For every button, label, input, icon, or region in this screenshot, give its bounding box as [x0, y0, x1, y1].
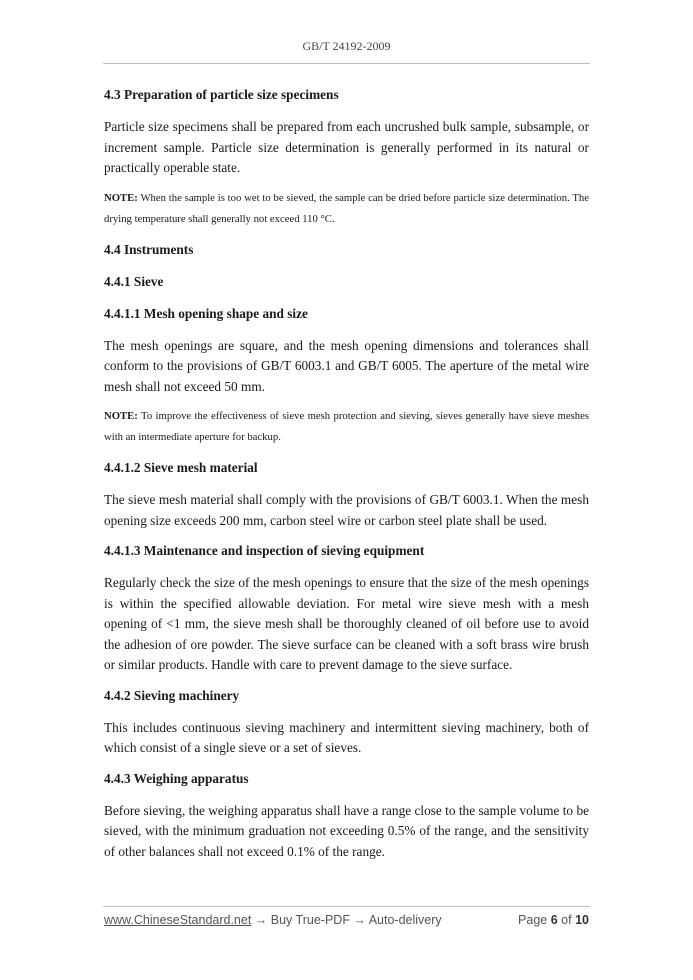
footer-links [104, 913, 442, 927]
section-4-3-heading: 4.3 Preparation of particle size specimens [104, 87, 339, 102]
arrow-icon: → [251, 913, 271, 927]
section-4-4-heading: 4.4 Instruments [104, 241, 194, 257]
page-indicator [518, 913, 589, 927]
footer-divider [103, 906, 590, 907]
section-4-4-1-3-heading: 4.4.1.3 Maintenance and inspection of sieving equipment [104, 543, 425, 558]
document-body [104, 85, 589, 862]
section-4-4-1-2-paragraph: The sieve mesh material shall comply with the provisions of GB/T 6003.1. When the mesh opening size exceeds 200 mm, carbon steel wire or carbon steel plate shall be used. [104, 492, 589, 528]
section-4-4-3-heading: 4.4.3 Weighing apparatus [104, 770, 249, 786]
page-label: Page [518, 913, 548, 927]
arrow-icon: → [349, 913, 369, 927]
of-label: of [561, 913, 572, 927]
section-4-4-2-heading: 4.4.2 Sieving machinery [104, 687, 240, 703]
section-4-4-1-1-note [104, 406, 589, 448]
section-4-4-1-1-paragraph: The mesh openings are square, and the mesh opening dimensions and tolerances shall conform to the provisions of GB/T 6003.1 and GB/T 6005. The aperture of the metal wire mesh shall not exceed 50 mm. [104, 337, 589, 394]
site-link[interactable]: www.ChineseStandard.net [104, 913, 252, 927]
section-4-4-1-3-paragraph: Regularly check the size of the mesh openings to ensure that the size of the mesh openings is within the specified allowable deviation. For metal wire sieve mesh with a mesh opening of <1 mm, the sieve mesh shall be thoroughly cleaned of oil before use to avoid the adhesion of ore powder. The sieve surface can be cleaned with a soft brass wire brush or similar products. Handle with care to prevent damage to the sieve surface. [104, 575, 589, 672]
page-total: 10 [575, 913, 589, 927]
section-4-4-2-paragraph: This includes continuous sieving machinery and intermittent sieving machinery, both of which consist of a single sieve or a set of sieves. [104, 719, 589, 755]
buy-pdf-link[interactable]: Buy True-PDF [270, 913, 350, 927]
section-4-3-paragraph: Particle size specimens shall be prepared from each uncrushed bulk sample, subsample, or increment sample. Particle size determination is generally performed in its natural or practically operable state. [104, 119, 589, 175]
section-4-4-1-2-heading: 4.4.1.2 Sieve mesh material [104, 460, 258, 475]
note-label: NOTE: [104, 191, 138, 204]
section-4-4-1-heading: 4.4.1 Sieve [104, 273, 164, 289]
header-divider [103, 63, 590, 64]
note-label: NOTE: [104, 410, 138, 422]
auto-delivery-label: Auto-delivery [368, 913, 442, 927]
section-4-4-1-1-heading: 4.4.1.1 Mesh opening shape and size [104, 305, 308, 321]
section-4-3-note [104, 188, 589, 230]
section-4-4-3-paragraph: Before sieving, the weighing apparatus shall have a range close to the sample volume to be sieved, with the minimum graduation not exceeding 0.5% of the range, and the sensitivity of other balances shall not exceed 0.1% of the range. [104, 802, 589, 859]
page-number: 6 [550, 913, 558, 927]
note-text: To improve the effectiveness of sieve mesh protection and sieving, sieves generally have sieve meshes with an intermediate aperture for backup. [104, 410, 589, 443]
document-header: GB/T 24192-2009 [302, 39, 391, 53]
note-text: When the sample is too wet to be sieved, the sample can be dried before particle size determination. The drying temperature shall generally not exceed 110 °C. [104, 191, 589, 225]
